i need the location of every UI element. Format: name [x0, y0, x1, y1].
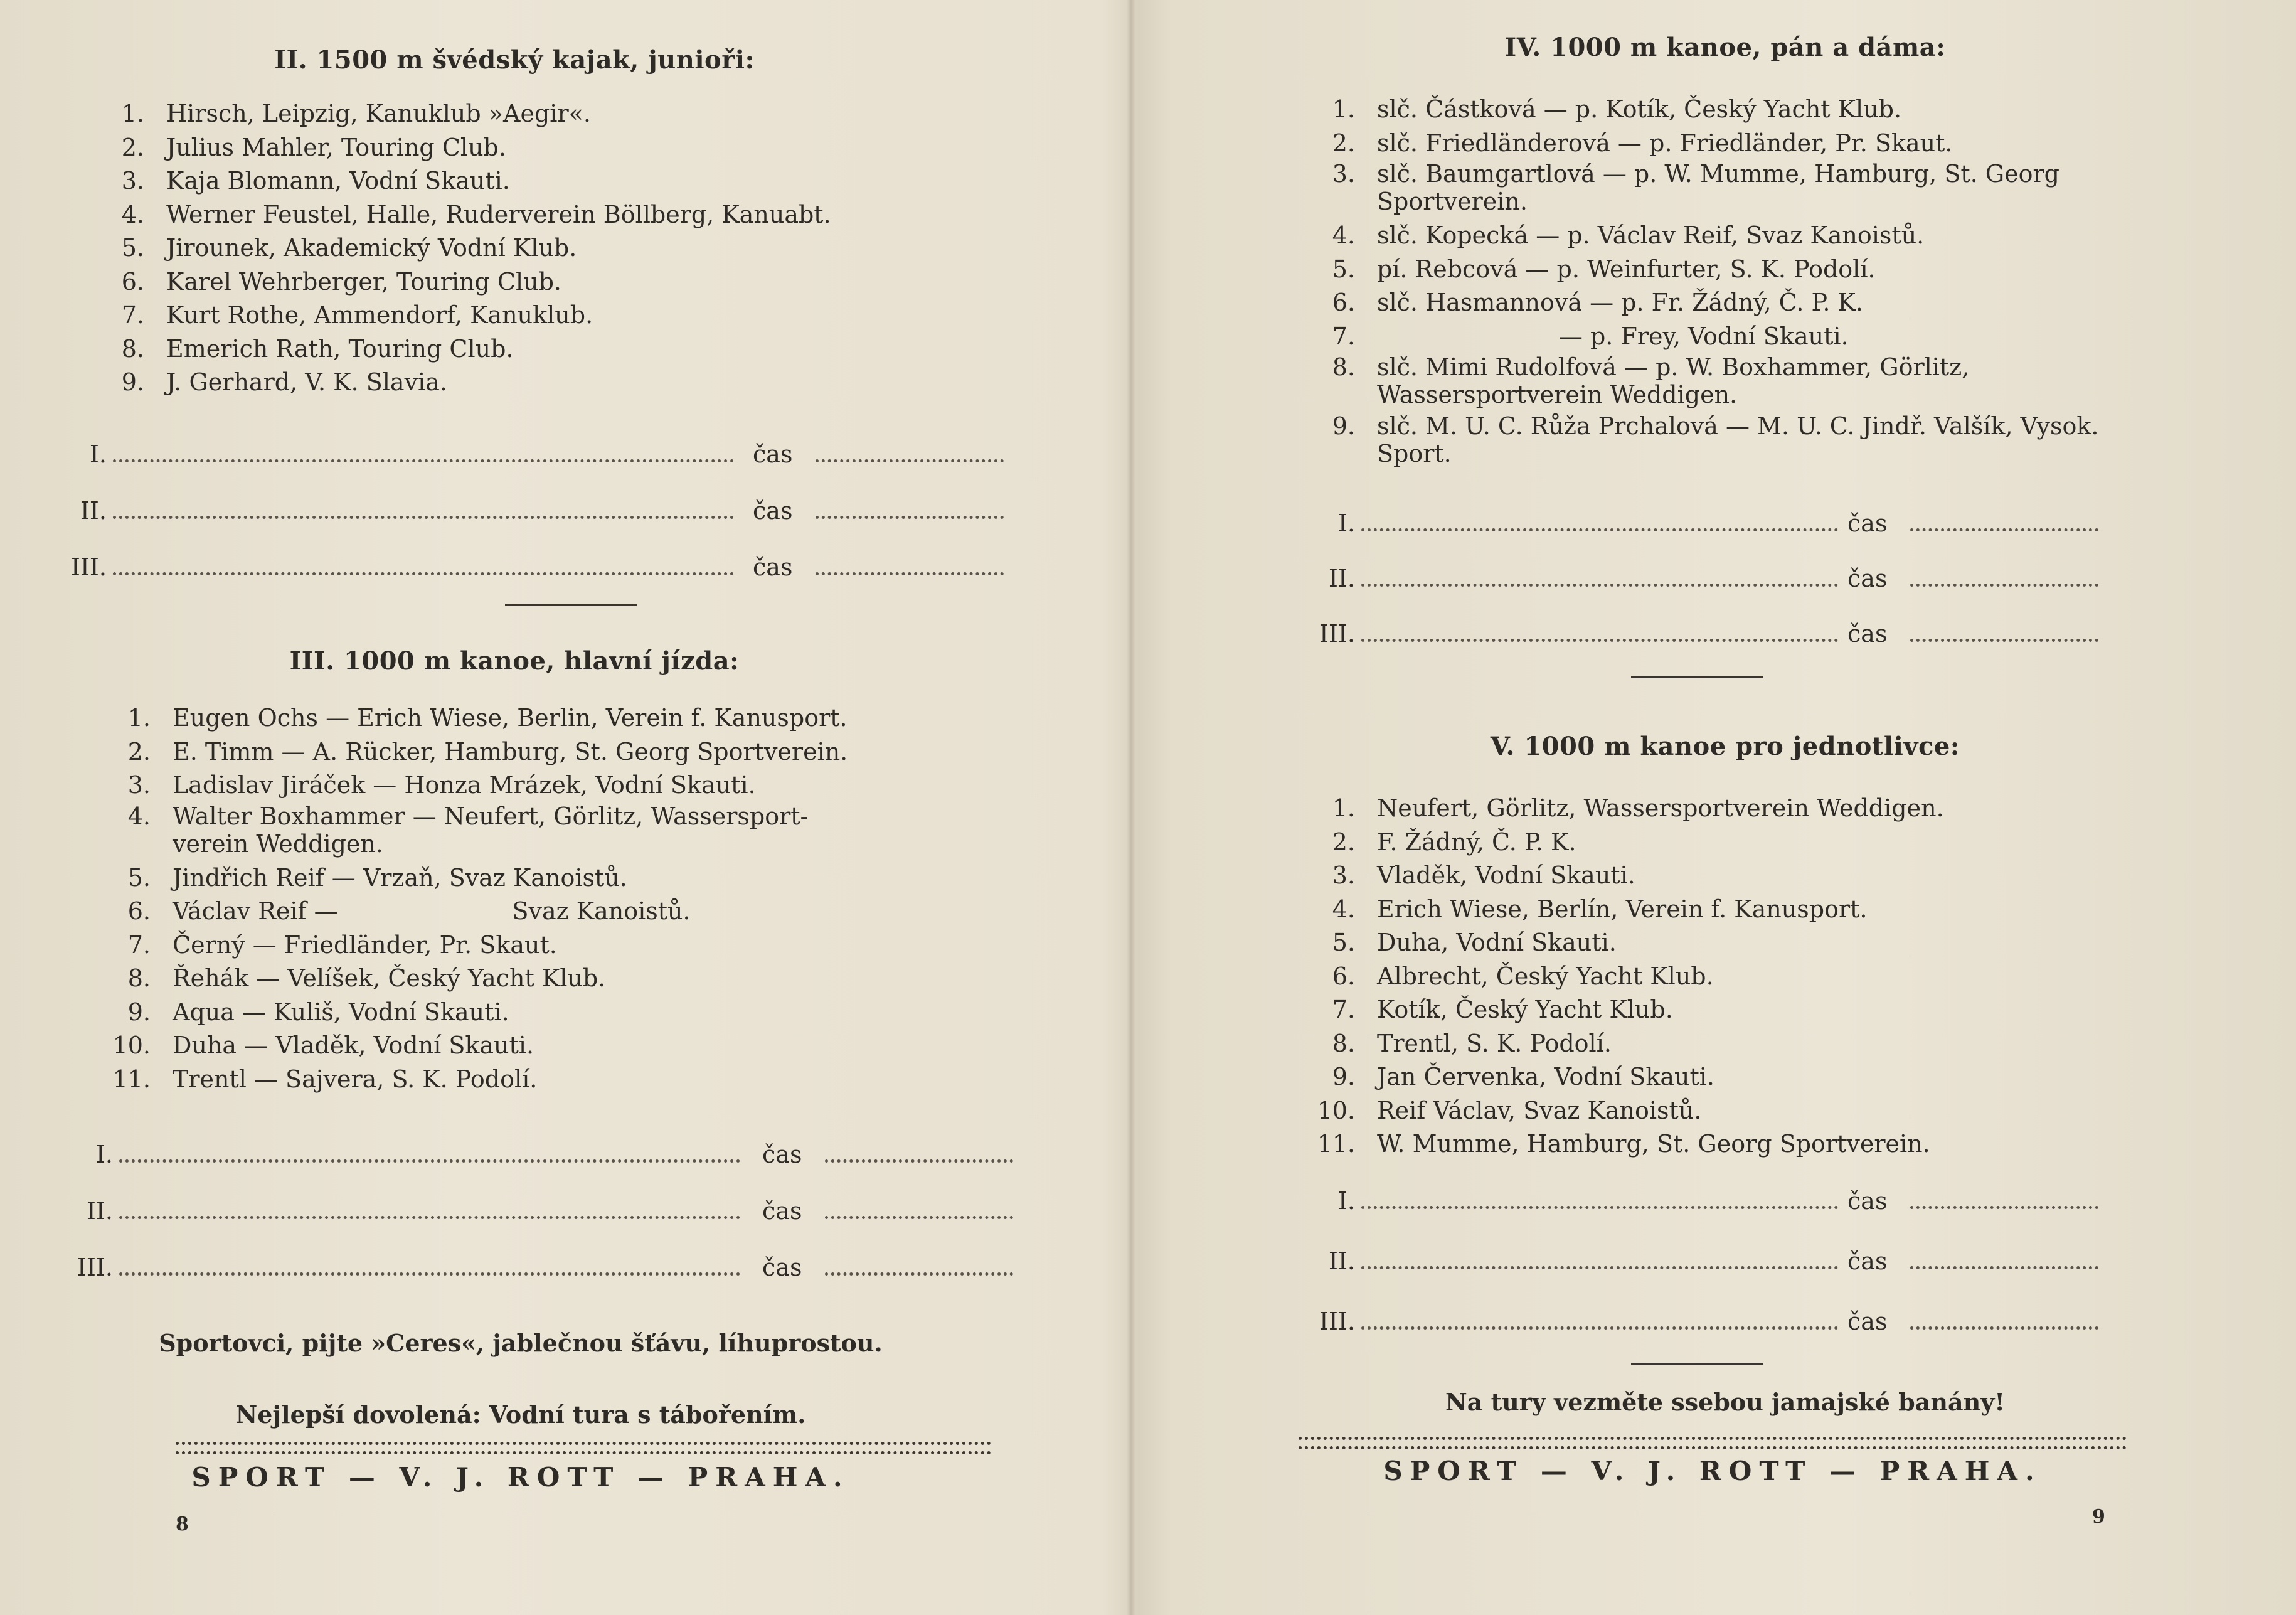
list-item	[63, 996, 1041, 1030]
list-item	[1267, 286, 2145, 320]
time-label: čas	[753, 440, 793, 468]
entry-number: 2.	[1332, 828, 1355, 856]
place-label: I.	[89, 440, 107, 468]
entry-text: Albrecht, Český Yacht Klub.	[1377, 962, 1714, 990]
entry-number: 11.	[1317, 1130, 1355, 1158]
entry-text: Walter Boxhammer — Neufert, Görlitz, Wassersport-verein Weddigen.	[173, 802, 809, 858]
section-v-entry-list	[1267, 792, 2145, 1161]
dotted-fill-line	[1361, 509, 1838, 531]
place-label: III.	[70, 553, 107, 581]
dotted-fill-line	[119, 1254, 740, 1276]
page-number: 9	[2092, 1506, 2105, 1528]
section-iv-entry-list	[1267, 93, 2145, 471]
entry-text: — p. Frey, Vodní Skauti.	[1377, 322, 1849, 350]
list-item	[1267, 93, 2145, 127]
entry-text: Duha, Vodní Skauti.	[1377, 929, 1617, 956]
list-item	[1267, 1060, 2145, 1094]
entry-text: Kotík, Český Yacht Klub.	[1377, 996, 1673, 1023]
list-item	[56, 333, 1010, 366]
entry-text: Emerich Rath, Touring Club.	[166, 334, 514, 363]
list-item	[63, 962, 1041, 996]
time-label: čas	[762, 1254, 802, 1281]
dotted-separator	[176, 1442, 991, 1454]
entry-number: 9.	[127, 998, 151, 1026]
book-gutter	[1127, 0, 1135, 1615]
entry-number: 8.	[127, 964, 151, 992]
section-title-ii: II. 1500 m švédský kajak, junioři:	[274, 45, 755, 75]
dotted-fill-line	[816, 440, 1004, 462]
entry-number: 8.	[121, 334, 144, 363]
advert-slogan-bananas: Na tury vezměte ssebou jamajské banány!	[1445, 1388, 2005, 1416]
entry-text: slč. Friedländerová — p. Friedländer, Pr. Skaut.	[1377, 129, 1953, 157]
entry-number: 4.	[1332, 221, 1355, 249]
place-label: III.	[77, 1254, 113, 1281]
page-number: 8	[176, 1513, 189, 1535]
dotted-fill-line	[1910, 1187, 2098, 1209]
time-label: čas	[762, 1197, 802, 1225]
list-item	[1267, 1127, 2145, 1161]
entry-text: J. Gerhard, V. K. Slavia.	[166, 368, 447, 396]
entry-text: slč. Kopecká — p. Václav Reif, Svaz Kanoistů.	[1377, 221, 1925, 249]
list-item	[1267, 320, 2145, 354]
place-label: II.	[1328, 1247, 1355, 1275]
entry-number: 6.	[121, 267, 144, 296]
entry-number: 3.	[127, 771, 151, 799]
dotted-fill-line	[119, 1141, 740, 1163]
entry-text: slč. Hasmannová — p. Fr. Žádný, Č. P. K.	[1377, 289, 1863, 316]
left-page	[70, 0, 1010, 1615]
list-item	[56, 232, 1010, 265]
section-title-iii: III. 1000 m kanoe, hlavní jízda:	[289, 646, 740, 676]
entry-text: slč. Mimi Rudolfová — p. W. Boxhammer, Görlitz, Wassersportverein Weddigen.	[1377, 353, 1970, 408]
list-item	[63, 735, 1041, 769]
entry-text: Duha — Vladěk, Vodní Skauti.	[173, 1031, 534, 1059]
place-label: II.	[1328, 565, 1355, 592]
dotted-fill-line	[113, 497, 734, 519]
list-item	[1267, 792, 2145, 826]
entry-number: 7.	[1332, 996, 1355, 1023]
entry-text: slč. Částková — p. Kotík, Český Yacht Klub.	[1377, 95, 1902, 123]
dotted-fill-line	[1361, 1187, 1838, 1209]
entry-number: 1.	[127, 704, 151, 732]
list-item	[63, 1063, 1041, 1097]
time-label: čas	[753, 553, 793, 581]
entry-number: 6.	[127, 897, 151, 925]
dotted-fill-line	[825, 1141, 1013, 1163]
entry-number: 2.	[1332, 129, 1355, 157]
entry-number: 1.	[121, 100, 144, 127]
time-label: čas	[1847, 1308, 1888, 1335]
place-label: III.	[1319, 1308, 1355, 1335]
entry-text: Reif Václav, Svaz Kanoistů.	[1377, 1096, 1702, 1124]
entry-number: 4.	[1332, 895, 1355, 923]
dotted-fill-line	[1910, 565, 2098, 587]
entry-number: 3.	[1332, 160, 1355, 188]
place-label: I.	[95, 1141, 113, 1168]
entry-text: Kurt Rothe, Ammendorf, Kanuklub.	[166, 301, 593, 329]
dotted-fill-line	[816, 553, 1004, 575]
entry-text: Trentl, S. K. Podolí.	[1377, 1029, 1612, 1057]
section-divider	[1631, 676, 1763, 678]
entry-text: Jirounek, Akademický Vodní Klub.	[166, 234, 577, 262]
dotted-fill-line	[1910, 1308, 2098, 1330]
entry-text: Kaja Blomann, Vodní Skauti.	[166, 167, 510, 195]
dotted-fill-line	[113, 553, 734, 575]
dotted-fill-line	[816, 497, 1004, 519]
entry-text: W. Mumme, Hamburg, St. Georg Sportverein.	[1377, 1130, 1930, 1158]
list-item	[1267, 960, 2145, 994]
time-label: čas	[1847, 1187, 1888, 1215]
list-item	[1267, 353, 2105, 408]
entry-text: Vladěk, Vodní Skauti.	[1377, 861, 1635, 889]
entry-text: Julius Mahler, Touring Club.	[166, 133, 506, 161]
place-label: II.	[80, 497, 107, 525]
entry-text: Řehák — Velíšek, Český Yacht Klub.	[173, 964, 606, 992]
section-title-iv: IV. 1000 m kanoe, pán a dáma:	[1504, 33, 1946, 62]
place-row-2	[1280, 565, 2120, 596]
entry-text: E. Timm — A. Rücker, Hamburg, St. Georg Sportverein.	[173, 737, 848, 765]
place-label: II.	[86, 1197, 113, 1225]
advert-slogan-holiday: Nejlepší dovolená: Vodní tura s tábořením.	[235, 1400, 806, 1429]
place-row-1	[38, 1141, 1010, 1172]
list-item	[1267, 926, 2145, 960]
entry-text: Ladislav Jiráček — Honza Mrázek, Vodní Skauti.	[173, 771, 756, 799]
place-label: I.	[1337, 509, 1355, 537]
list-item	[56, 198, 1010, 232]
entry-text: Jindřich Reif — Vrzaň, Svaz Kanoistů.	[173, 863, 627, 892]
place-row-2	[38, 1197, 1010, 1229]
time-label: čas	[753, 497, 793, 525]
entry-text: Eugen Ochs — Erich Wiese, Berlin, Verein f. Kanusport.	[173, 704, 848, 732]
list-item	[56, 265, 1010, 299]
entry-text: Werner Feustel, Halle, Ruderverein Böllberg, Kanuabt.	[166, 200, 831, 228]
list-item	[63, 701, 1041, 735]
list-item	[56, 299, 1010, 333]
entry-text: Černý — Friedländer, Pr. Skaut.	[173, 930, 557, 959]
list-item	[1267, 253, 2145, 287]
place-row-2	[1280, 1247, 2120, 1279]
entry-number: 7.	[121, 301, 144, 329]
time-label: čas	[1847, 1247, 1888, 1275]
entry-number: 4.	[121, 200, 144, 228]
entry-number: 5.	[127, 863, 151, 892]
place-row-3	[38, 1254, 1010, 1285]
entry-text: slč. M. U. C. Růža Prchalová — M. U. C. Jindř. Valšík, Vysok. Sport.	[1377, 412, 2099, 467]
entry-number: 3.	[121, 167, 144, 195]
time-label: čas	[1847, 620, 1888, 648]
place-row-2	[31, 497, 1010, 528]
entry-number: 8.	[1332, 1029, 1355, 1057]
right-page	[1280, 0, 2120, 1615]
place-row-1	[1280, 1187, 2120, 1218]
dotted-fill-line	[825, 1197, 1013, 1219]
section-divider	[1631, 1363, 1763, 1365]
entry-text: Václav Reif — Svaz Kanoistů.	[173, 897, 691, 925]
entry-number: 8.	[1332, 353, 1355, 381]
section-title-v: V. 1000 m kanoe pro jednotlivce:	[1490, 732, 1960, 761]
place-row-3	[1280, 1308, 2120, 1339]
list-item	[63, 769, 1041, 802]
entry-number: 6.	[1332, 962, 1355, 990]
entry-number: 7.	[127, 930, 151, 959]
dotted-fill-line	[1910, 509, 2098, 531]
list-item	[1267, 826, 2145, 860]
place-label: III.	[1319, 620, 1355, 648]
entry-number: 1.	[1332, 95, 1355, 123]
time-label: čas	[1847, 509, 1888, 537]
list-item	[1267, 1027, 2145, 1061]
place-row-1	[31, 440, 1010, 472]
list-item	[1267, 859, 2145, 893]
dotted-fill-line	[1910, 1247, 2098, 1269]
entry-text: Jan Červenka, Vodní Skauti.	[1377, 1063, 1714, 1090]
time-label: čas	[1847, 565, 1888, 592]
entry-text: Neufert, Görlitz, Wassersportverein Weddigen.	[1377, 794, 1944, 822]
entry-text: F. Žádný, Č. P. K.	[1377, 828, 1576, 856]
dotted-fill-line	[1361, 620, 1838, 642]
list-item	[1267, 412, 2105, 467]
entry-number: 3.	[1332, 861, 1355, 889]
list-item	[63, 895, 1041, 929]
list-item	[63, 929, 1041, 962]
entry-number: 2.	[121, 133, 144, 161]
entry-text: Aqua — Kuliš, Vodní Skauti.	[173, 998, 509, 1026]
list-item	[63, 861, 1041, 895]
entry-number: 1.	[1332, 794, 1355, 822]
list-item	[1267, 893, 2145, 927]
entry-number: 10.	[1317, 1096, 1355, 1124]
dotted-fill-line	[1361, 1247, 1838, 1269]
dotted-fill-line	[119, 1197, 740, 1219]
list-item	[63, 1029, 1041, 1063]
place-row-1	[1280, 509, 2120, 541]
entry-number: 5.	[1332, 929, 1355, 956]
dotted-fill-line	[1910, 620, 2098, 642]
entry-number: 9.	[1332, 412, 1355, 440]
list-item	[56, 131, 1010, 165]
publisher-footer: SPORT — V. J. ROTT — PRAHA.	[1383, 1456, 2042, 1486]
entry-number: 2.	[127, 737, 151, 765]
list-item	[56, 366, 1010, 400]
entry-number: 9.	[121, 368, 144, 396]
entry-text: slč. Baumgartlová — p. W. Mumme, Hamburg, St. Georg Sportverein.	[1377, 160, 2060, 215]
publisher-footer: SPORT — V. J. ROTT — PRAHA.	[191, 1462, 850, 1493]
place-row-3	[31, 553, 1010, 585]
entry-number: 11.	[112, 1065, 151, 1093]
dotted-fill-line	[825, 1254, 1013, 1276]
section-ii-entry-list	[56, 97, 1010, 400]
entry-text: Hirsch, Leipzig, Kanuklub »Aegir«.	[166, 100, 591, 127]
list-item	[63, 802, 875, 858]
section-iii-entry-list	[63, 701, 1041, 1096]
section-divider	[505, 604, 637, 606]
entry-number: 5.	[121, 234, 144, 262]
list-item	[1267, 219, 2145, 253]
entry-number: 9.	[1332, 1063, 1355, 1090]
entry-number: 10.	[112, 1031, 151, 1059]
dotted-fill-line	[113, 440, 734, 462]
entry-number: 7.	[1332, 322, 1355, 350]
list-item	[1267, 160, 2098, 215]
entry-text: Karel Wehrberger, Touring Club.	[166, 267, 562, 296]
entry-text: Trentl — Sajvera, S. K. Podolí.	[173, 1065, 538, 1093]
advert-slogan-ceres: Sportovci, pijte »Ceres«, jablečnou šťávu, líhuprostou.	[159, 1329, 883, 1357]
entry-text: Erich Wiese, Berlín, Verein f. Kanusport.	[1377, 895, 1868, 923]
dotted-fill-line	[1361, 565, 1838, 587]
list-item	[1267, 993, 2145, 1027]
entry-text: pí. Rebcová — p. Weinfurter, S. K. Podolí.	[1377, 255, 1876, 283]
list-item	[1267, 127, 2145, 161]
entry-number: 5.	[1332, 255, 1355, 283]
entry-number: 6.	[1332, 289, 1355, 316]
place-row-3	[1280, 620, 2120, 651]
dotted-fill-line	[1361, 1308, 1838, 1330]
list-item	[56, 164, 1010, 198]
entry-number: 4.	[127, 802, 151, 830]
list-item	[56, 97, 1010, 131]
time-label: čas	[762, 1141, 802, 1168]
list-item	[1267, 1094, 2145, 1128]
dotted-separator	[1299, 1437, 2127, 1449]
place-label: I.	[1337, 1187, 1355, 1215]
